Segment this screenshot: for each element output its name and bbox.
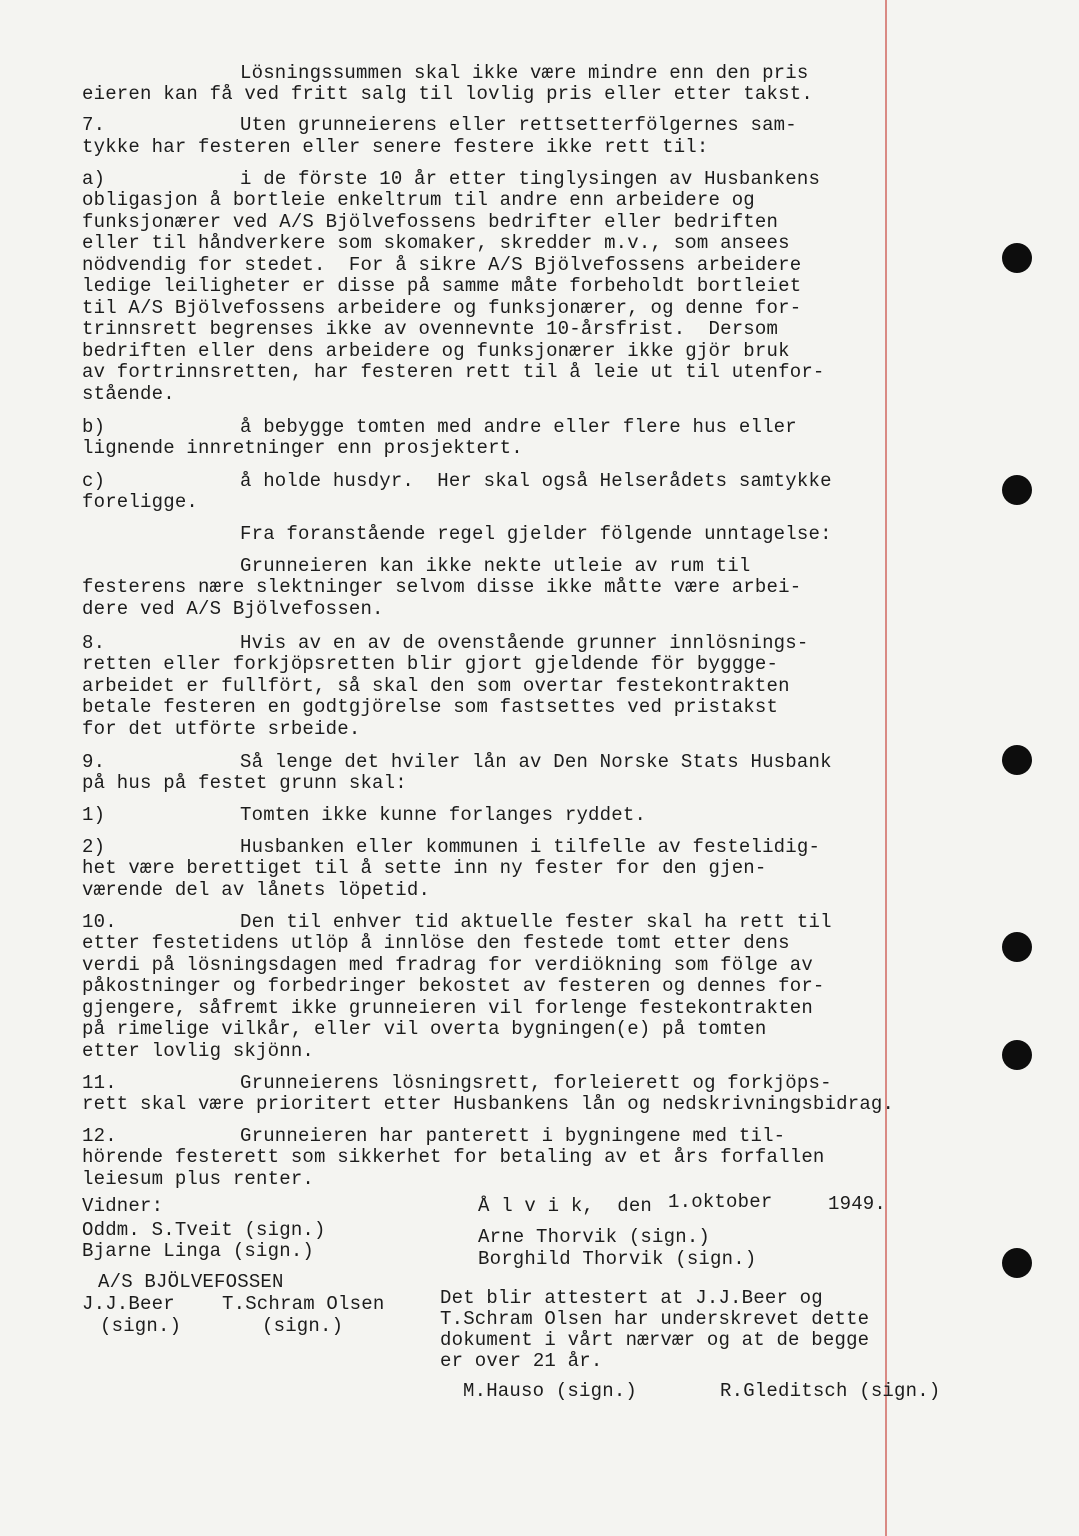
text-line: Tomten ikke kunne forlanges ryddet. <box>240 804 647 826</box>
text-line: lignende innretninger enn prosjektert. <box>82 437 523 459</box>
text-line: Grunneieren kan ikke nekte utleie av rum til <box>240 555 751 577</box>
item-label: c) <box>82 470 106 492</box>
item-label: 2) <box>82 836 106 858</box>
margin-rule <box>885 0 887 1536</box>
text-line: på rimelige vilkår, eller vil overta bygningen(e) på tomten <box>82 1018 767 1040</box>
item-label: a) <box>82 168 106 190</box>
witness-signature: Bjarne Linga (sign.) <box>82 1240 315 1262</box>
text-line: for det utförte srbeide. <box>82 718 361 740</box>
date-year: 1949. <box>828 1193 887 1215</box>
section-number: 10. <box>82 911 117 933</box>
item-label: b) <box>82 416 106 438</box>
attestation-line: dokument i vårt nærvær og at de begge <box>440 1329 870 1351</box>
witness-signature: Oddm. S.Tveit (sign.) <box>82 1219 326 1241</box>
text-line: retten eller forkjöpsretten blir gjort gjeldende för byggge- <box>82 653 779 675</box>
company-signatory: J.J.Beer <box>82 1293 175 1315</box>
place-date: Å l v i k, den <box>478 1195 653 1217</box>
text-line: å holde husdyr. Her skal også Helserådets samtykke <box>240 470 832 492</box>
text-line: på hus på festet grunn skal: <box>82 772 407 794</box>
text-line: Så lenge det hviler lån av Den Norske Stats Husbank <box>240 751 832 773</box>
attestation-line: Det blir attestert at J.J.Beer og <box>440 1287 823 1309</box>
text-line: bedriften eller dens arbeidere og funksjonærer ikke gjör bruk <box>82 340 790 362</box>
text-line: festerens nære slektninger selvom disse ikke måtte være arbei- <box>82 576 802 598</box>
company-signatory: T.Schram Olsen <box>222 1293 385 1315</box>
sign-note: (sign.) <box>100 1315 182 1337</box>
text-line: Lösningssummen skal ikke være mindre enn den pris <box>240 62 809 84</box>
text-line: rett skal være prioritert etter Husbankens lån og nedskrivningsbidrag. <box>82 1093 895 1115</box>
text-line: eieren kan få ved fritt salg til lovlig pris eller etter takst. <box>82 83 813 105</box>
text-line: Grunneierens lösningsrett, forleierett og forkjöps- <box>240 1072 832 1094</box>
text-line: Uten grunneierens eller rettsetterfölgernes sam- <box>240 114 797 136</box>
section-number: 8. <box>82 632 106 654</box>
binder-hole-4 <box>1002 932 1032 962</box>
attestation-line: er over 21 år. <box>440 1350 603 1372</box>
binder-hole-2 <box>1002 475 1032 505</box>
text-line: dere ved A/S Bjölvefossen. <box>82 598 384 620</box>
text-line: betale festeren en godtgjörelse som fastsettes ved pristakst <box>82 696 779 718</box>
text-line: Grunneieren har panterett i bygningene med til- <box>240 1125 786 1147</box>
text-line: av fortrinnsretten, har festeren rett til å leie ut til utenfor- <box>82 361 825 383</box>
binder-hole-3 <box>1002 745 1032 775</box>
text-line: Husbanken eller kommunen i tilfelle av festelidig- <box>240 836 821 858</box>
text-line: etter lovlig skjönn. <box>82 1040 315 1062</box>
text-line: til A/S Bjölvefossens arbeidere og funksjonærer, og denne for- <box>82 297 802 319</box>
text-line: nödvendig for stedet. For å sikre A/S Bjölvefossens arbeidere <box>82 254 802 276</box>
party-signature: Borghild Thorvik (sign.) <box>478 1248 757 1270</box>
text-line: tykke har festeren eller senere festere ikke rett til: <box>82 136 709 158</box>
text-line: Fra foranstående regel gjelder fölgende unntagelse: <box>240 523 832 545</box>
text-line: arbeidet er fullfört, så skal den som overtar festekontrakten <box>82 675 790 697</box>
text-line: foreligge. <box>82 491 199 513</box>
text-line: het være berettiget til å sette inn ny fester for den gjen- <box>82 857 767 879</box>
attester-signature: M.Hauso (sign.) <box>463 1380 638 1402</box>
party-signature: Arne Thorvik (sign.) <box>478 1226 711 1248</box>
text-line: påkostninger og forbedringer bekostet av festeren og dennes for- <box>82 975 825 997</box>
text-line: eller til håndverkere som skomaker, skredder m.v., som ansees <box>82 232 790 254</box>
text-line: etter festetidens utlöp å innlöse den festede tomt etter dens <box>82 932 790 954</box>
section-number: 9. <box>82 751 106 773</box>
text-line: verdi på lösningsdagen med fradrag for verdiökning som fölge av <box>82 954 813 976</box>
section-number: 7. <box>82 114 106 136</box>
text-line: obligasjon å bortleie enkeltrum til andre enn arbeidere og <box>82 189 755 211</box>
sign-note: (sign.) <box>262 1315 344 1337</box>
text-line: værende del av lånets löpetid. <box>82 879 431 901</box>
text-line: stående. <box>82 383 175 405</box>
binder-hole-6 <box>1002 1248 1032 1278</box>
text-line: Hvis av en av de ovenstående grunner innlösnings- <box>240 632 809 654</box>
text-line: trinnsrett begrenses ikke av ovennevnte 10-årsfrist. Dersom <box>82 318 779 340</box>
attestation-line: T.Schram Olsen har underskrevet dette <box>440 1308 870 1330</box>
date-day-month: 1.oktober <box>668 1191 773 1213</box>
witnesses-heading: Vidner: <box>82 1195 164 1217</box>
company-name: A/S BJÖLVEFOSSEN <box>98 1271 284 1293</box>
text-line: funksjonærer ved A/S Bjölvefossens bedrifter eller bedriften <box>82 211 779 233</box>
text-line: i de förste 10 år etter tinglysingen av Husbankens <box>240 168 821 190</box>
section-number: 12. <box>82 1125 117 1147</box>
text-line: hörende festerett som sikkerhet for betaling av et års forfallen <box>82 1146 825 1168</box>
text-line: å bebygge tomten med andre eller flere hus eller <box>240 416 797 438</box>
binder-hole-5 <box>1002 1040 1032 1070</box>
text-line: ledige leiligheter er disse på samme måte forbeholdt bortleiet <box>82 275 802 297</box>
section-number: 11. <box>82 1072 117 1094</box>
text-line: leiesum plus renter. <box>82 1168 315 1190</box>
item-label: 1) <box>82 804 106 826</box>
binder-hole-1 <box>1002 243 1032 273</box>
text-line: Den til enhver tid aktuelle fester skal ha rett til <box>240 911 832 933</box>
text-line: gjengere, såfremt ikke grunneieren vil forlenge festekontrakten <box>82 997 813 1019</box>
attester-signature: R.Gleditsch (sign.) <box>720 1380 941 1402</box>
